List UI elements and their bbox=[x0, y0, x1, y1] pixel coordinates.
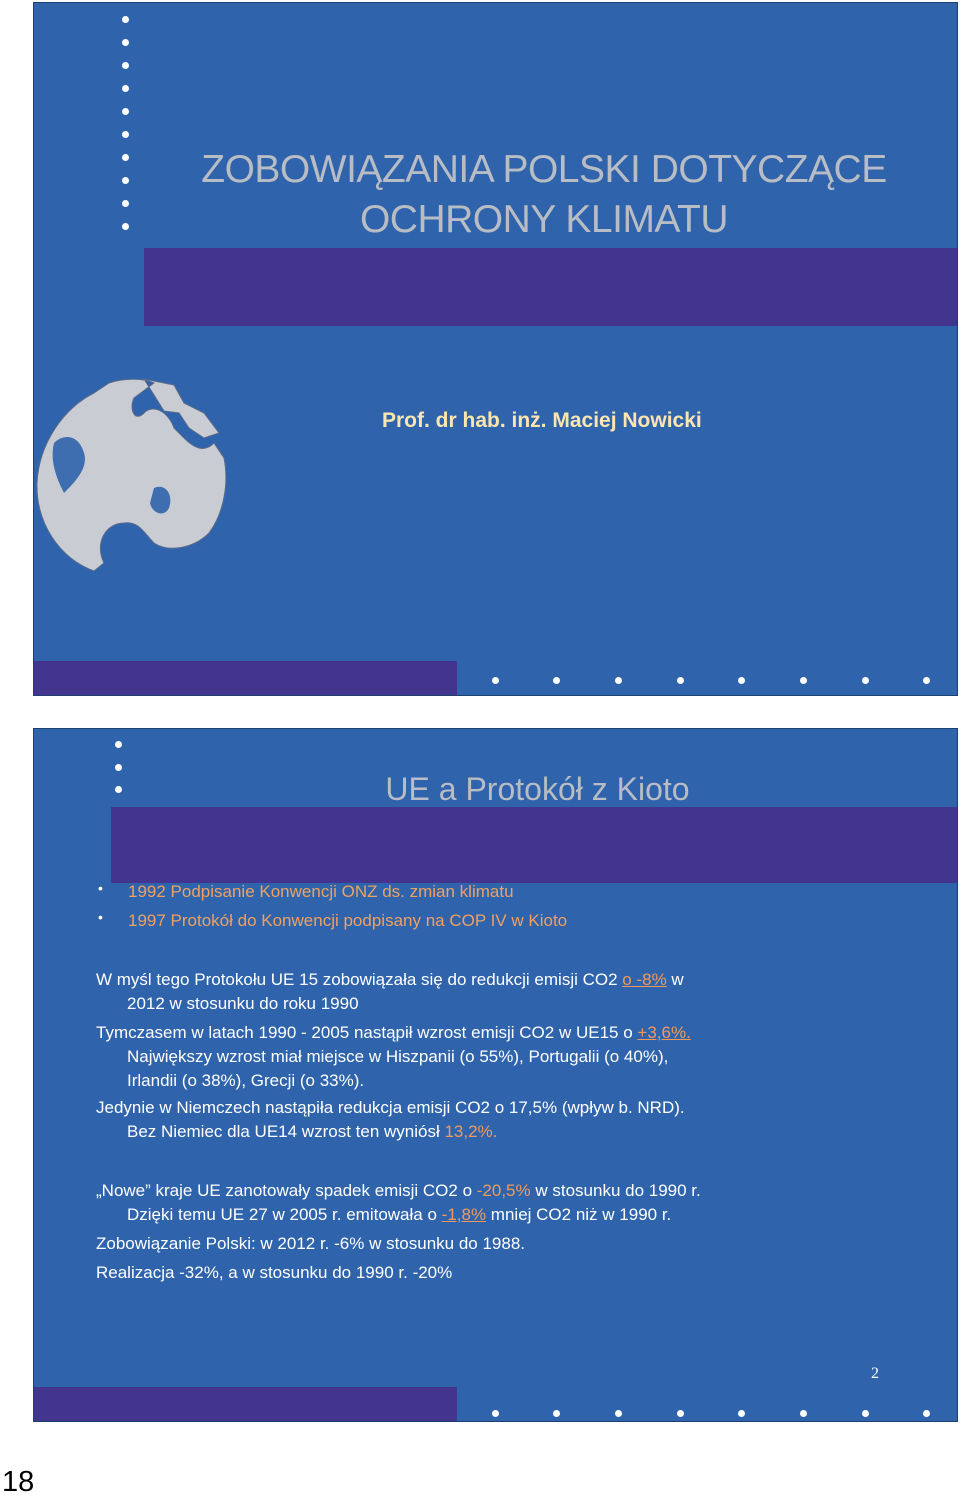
footer-band bbox=[34, 1387, 457, 1421]
highlight-value: -20,5% bbox=[476, 1181, 531, 1200]
paragraph-new-members: „Nowe” kraje UE zanotowały spadek emisji CO2 o -20,5% w stosunku do 1990 r. Dzięki temu UE 27 w 2005 r. emitowała o -1,8% mniej CO2 niż w 1990 r. bbox=[96, 1181, 701, 1224]
slide-title: UE a Protokół z Kioto bbox=[385, 771, 690, 807]
content-slide bbox=[33, 728, 958, 1422]
title-slide bbox=[33, 2, 958, 696]
author-name: Prof. dr hab. inż. Maciej Nowicki bbox=[382, 409, 702, 432]
list-item-text: 1997 Protokół do Konwencji podpisany na COP IV w Kioto bbox=[128, 911, 568, 930]
header-band bbox=[111, 807, 958, 883]
paragraph-protocol: W myśl tego Protokołu UE 15 zobowiązała się do redukcji emisji CO2 o -8% w 2012 w stosunku do roku 1990 bbox=[96, 970, 684, 1013]
slide-page-number: 2 bbox=[871, 1365, 879, 1382]
list-item bbox=[98, 880, 514, 902]
paragraph-growth: Tymczasem w latach 1990 - 2005 nastąpił wzrost emisji CO2 w UE15 o +3,6%. Największy wzrost miał miejsce w Hiszpanii (o 55%), Portugalii (o 40%), Irlandii (o 38%), Grecji (o 33%). bbox=[96, 1023, 691, 1090]
paragraph-germany: Jedynie w Niemczech nastąpiła redukcja emisji CO2 o 17,5% (wpływ b. NRD). Bez Niemiec dla UE14 wzrost ten wyniósł 13,2%. bbox=[96, 1098, 685, 1141]
highlight-value: +3,6%. bbox=[637, 1023, 691, 1042]
highlight-value: -1,8% bbox=[441, 1205, 487, 1224]
bullet-icon: • bbox=[98, 909, 103, 925]
highlight-value: o -8% bbox=[622, 970, 667, 989]
title-line-1: ZOBOWIĄZANIA POLSKI DOTYCZĄCE bbox=[201, 148, 887, 191]
footer-band bbox=[34, 661, 457, 695]
sheet-page-number: 18 bbox=[2, 1466, 35, 1497]
list-item bbox=[98, 909, 568, 931]
paragraph-poland-commitment: Zobowiązanie Polski: w 2012 r. -6% w stosunku do 1988. bbox=[96, 1234, 526, 1253]
bullet-icon: • bbox=[98, 880, 103, 896]
paragraph-realization: Realizacja -32%, a w stosunku do 1990 r. -20% bbox=[96, 1263, 453, 1282]
globe-icon bbox=[34, 373, 234, 573]
header-band bbox=[144, 248, 958, 326]
title-line-2: OCHRONY KLIMATU bbox=[359, 198, 729, 241]
slide-title bbox=[144, 145, 944, 245]
list-item-text: 1992 Podpisanie Konwencji ONZ ds. zmian klimatu bbox=[128, 882, 514, 901]
highlight-value: 13,2%. bbox=[444, 1122, 498, 1141]
